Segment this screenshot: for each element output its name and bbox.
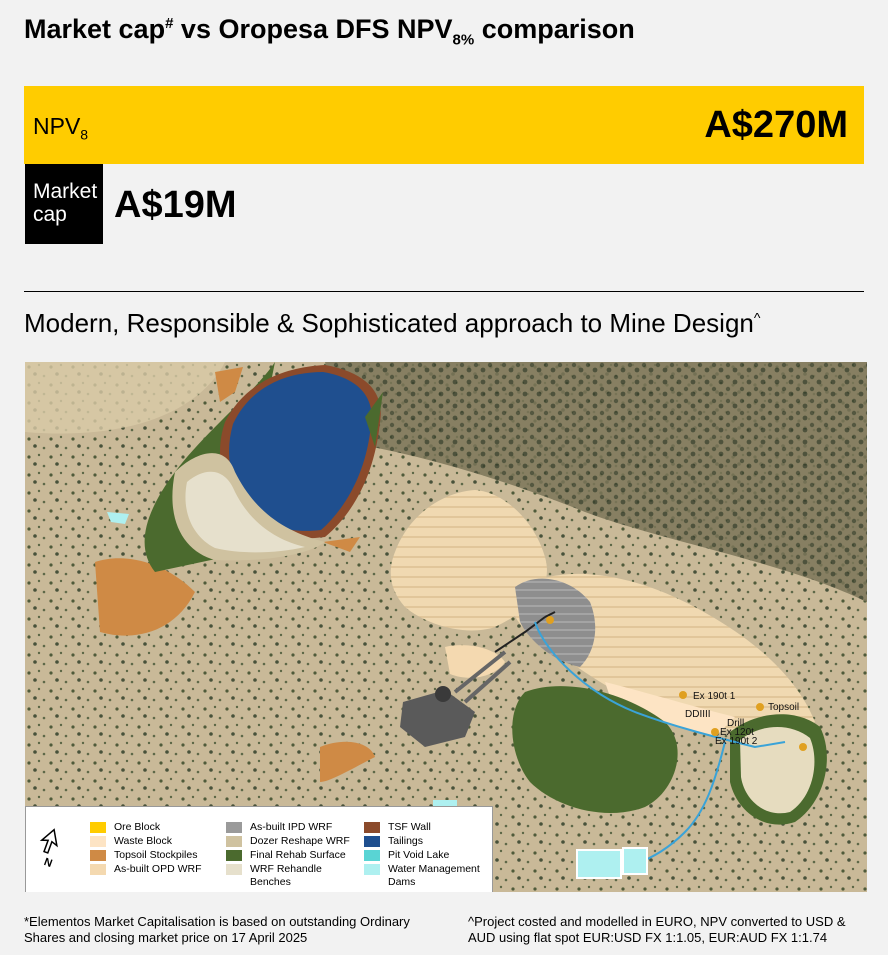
legend-item-asbuilt-opd-wrf: As-built OPD WRF	[90, 863, 202, 876]
legend-swatch	[90, 836, 106, 847]
legend-item-topsoil-stockpiles: Topsoil Stockpiles	[90, 849, 197, 862]
legend-item-pit-void-lake: Pit Void Lake	[364, 849, 449, 862]
legend-item-final-rehab-surface: Final Rehab Surface	[226, 849, 346, 862]
legend-swatch	[364, 850, 380, 861]
market-cap-value: A$19M	[114, 184, 237, 226]
legend-item-wrf-rehandle-benches: WRF Rehandle Benches	[226, 863, 336, 889]
legend-item-water-management-dams: Water Management Dams	[364, 863, 490, 889]
legend-item-asbuilt-ipd-wrf: As-built IPD WRF	[226, 821, 332, 834]
map-label-ex190t-2: Ex 190t 2	[715, 736, 758, 747]
legend-swatch	[226, 836, 242, 847]
map-label-ex190t-1: Ex 190t 1	[693, 691, 736, 702]
map-label-topsoil: Topsoil	[768, 702, 800, 713]
market-cap-bar	[25, 164, 103, 244]
legend-swatch	[226, 822, 242, 833]
north-label: N	[42, 856, 54, 870]
legend-item-ore-block: Ore Block	[90, 821, 160, 834]
legend-swatch	[364, 864, 380, 875]
legend-swatch	[90, 850, 106, 861]
legend-swatch	[90, 864, 106, 875]
map-label-drill: Drill	[727, 718, 745, 729]
npv-label: $NPV_8$	[33, 113, 89, 143]
legend-swatch	[90, 822, 106, 833]
legend-swatch	[364, 836, 380, 847]
npv-bar	[24, 86, 864, 164]
legend-item-tsf-wall: TSF Wall	[364, 821, 431, 834]
page-title: Market cap# vs Oropesa DFS $NPV_{8\%}$ comparison	[24, 14, 635, 49]
legend-swatch	[226, 850, 242, 861]
legend-item-tailings: Tailings	[364, 835, 423, 848]
map-legend	[25, 806, 493, 892]
mine-design-map	[25, 362, 867, 892]
legend-swatch	[226, 864, 242, 875]
legend-swatch	[364, 822, 380, 833]
divider	[24, 291, 864, 292]
map-label-dd: DDIIII	[685, 709, 711, 720]
footnote-market-cap: *Elementos Market Capitalisation is based on outstanding Ordinary Shares and closing market price on 17 April 2025	[24, 914, 410, 945]
map-label-ex120t: Ex 120t	[720, 727, 754, 738]
legend-item-dozer-reshape-wrf: Dozer Reshape WRF	[226, 835, 350, 848]
footnote-fx: ^Project costed and modelled in EURO, NPV converted to USD & AUD using flat spot EUR:USD FX 1:1.05, EUR:AUD FX 1:1.74	[468, 914, 846, 945]
north-arrow	[38, 827, 62, 871]
legend-item-waste-block: Waste Block	[90, 835, 172, 848]
market-cap-label: Market cap	[33, 180, 98, 226]
section-subtitle: Modern, Responsible & Sophisticated approach to Mine Design^	[24, 308, 761, 338]
npv-value: A$270M	[704, 104, 848, 146]
